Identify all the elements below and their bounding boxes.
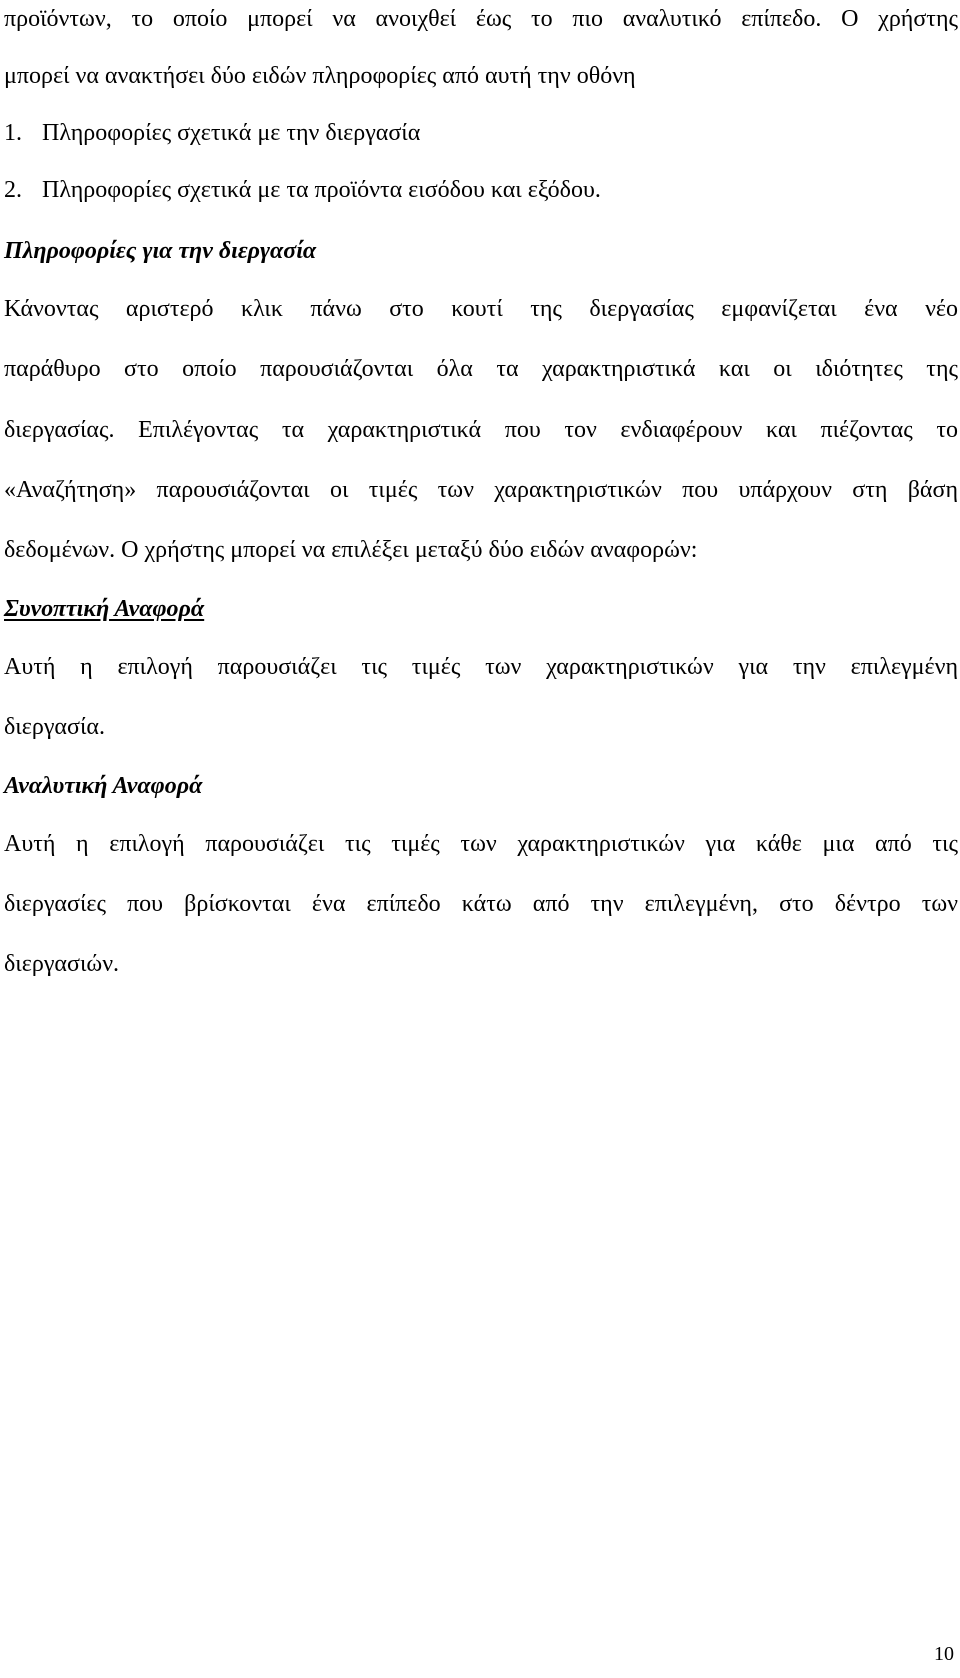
paragraph-line: Αυτή η επιλογή παρουσιάζει τις τιμές των χαρακτηριστικών για κάθε μια από τις bbox=[4, 831, 958, 857]
paragraph-line: διεργασιών. bbox=[4, 951, 120, 977]
list-number: 2. bbox=[4, 177, 22, 203]
list-item-text: Πληροφορίες σχετικά με τα προϊόντα εισόδου και εξόδου. bbox=[42, 177, 601, 203]
list-item bbox=[4, 175, 601, 205]
list-item-text: Πληροφορίες σχετικά με την διεργασία bbox=[42, 120, 421, 146]
paragraph-line: διεργασίας. Επιλέγοντας τα χαρακτηριστικά που τον ενδιαφέρουν και πιέζοντας το bbox=[4, 417, 958, 443]
intro-line: μπορεί να ανακτήσει δύο ειδών πληροφορίες από αυτή την οθόνη bbox=[4, 63, 636, 89]
list-number: 1. bbox=[4, 120, 22, 146]
summary-report-heading: Συνοπτική Αναφορά bbox=[4, 596, 205, 622]
paragraph-line: Κάνοντας αριστερό κλικ πάνω στο κουτί της διεργασίας εμφανίζεται ένα νέο bbox=[4, 296, 958, 322]
paragraph-line: «Αναζήτηση» παρουσιάζονται οι τιμές των χαρακτηριστικών που υπάρχουν στη βάση bbox=[4, 477, 958, 503]
analytic-report-heading: Αναλυτική Αναφορά bbox=[4, 773, 203, 799]
list-item bbox=[4, 118, 420, 148]
paragraph-line: δεδομένων. Ο χρήστης μπορεί να επιλέξει μεταξύ δύο ειδών αναφορών: bbox=[4, 537, 698, 563]
page-number: 10 bbox=[934, 1643, 954, 1665]
paragraph-line: διεργασία. bbox=[4, 714, 105, 740]
paragraph-line: παράθυρο στο οποίο παρουσιάζονται όλα τα χαρακτηριστικά και οι ιδιότητες της bbox=[4, 356, 958, 382]
intro-line: προϊόντων, το οποίο μπορεί να ανοιχθεί έως το πιο αναλυτικό επίπεδο. Ο χρήστης bbox=[4, 6, 958, 32]
paragraph-line: Αυτή η επιλογή παρουσιάζει τις τιμές των χαρακτηριστικών για την επιλεγμένη bbox=[4, 654, 958, 680]
paragraph-line: διεργασίες που βρίσκονται ένα επίπεδο κάτω από την επιλεγμένη, στο δέντρο των bbox=[4, 891, 958, 917]
section-heading: Πληροφορίες για την διεργασία bbox=[4, 238, 317, 264]
